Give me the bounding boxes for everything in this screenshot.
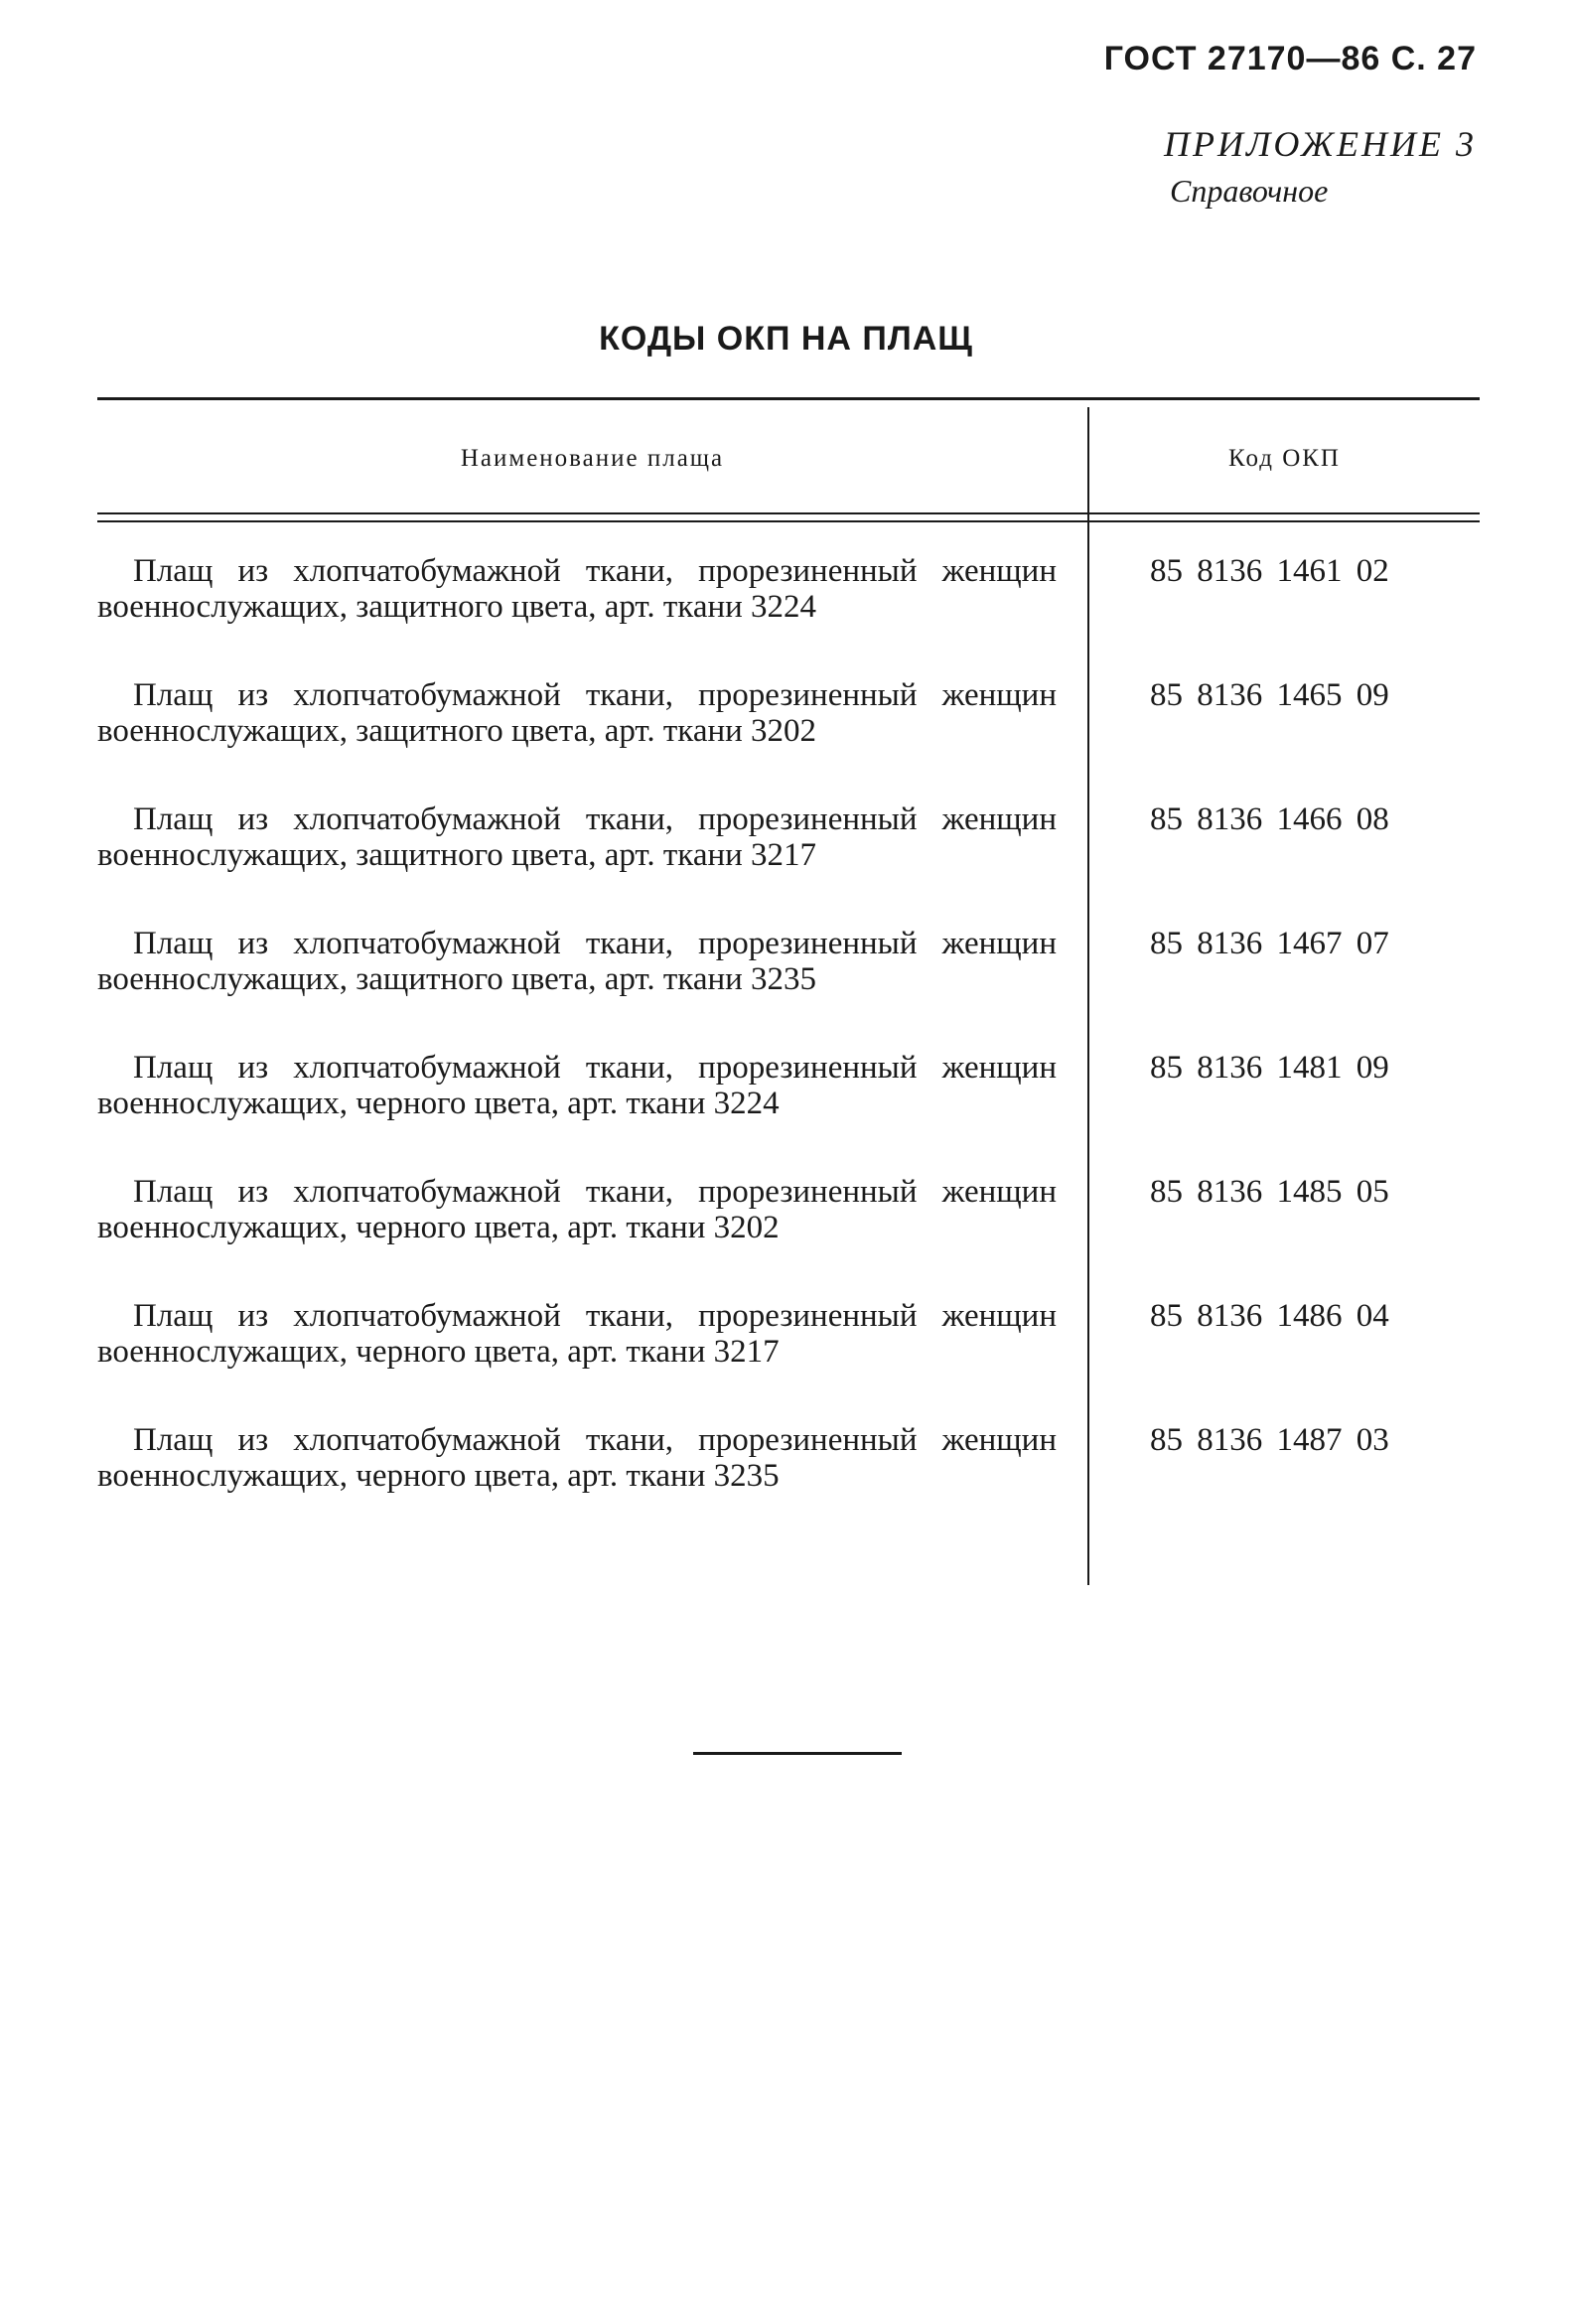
row-code: 85 8136 1466 08 xyxy=(1150,801,1389,837)
appendix-title: ПРИЛОЖЕНИЕ 3 xyxy=(1164,124,1477,164)
row-name: Плащ из хлопчатобумажной ткани, прорезиненный женщин военнослужащих, черного цвета, арт. ткани 3224 xyxy=(97,1050,1057,1121)
document-title: КОДЫ ОКП НА ПЛАЩ xyxy=(599,320,973,358)
table-row xyxy=(97,677,1480,801)
table-row xyxy=(97,553,1480,677)
row-code: 85 8136 1465 09 xyxy=(1150,677,1389,713)
table-row xyxy=(97,1174,1480,1298)
end-of-page-rule xyxy=(693,1752,902,1755)
table-row xyxy=(97,1422,1480,1546)
row-code: 85 8136 1461 02 xyxy=(1150,553,1389,589)
table-row xyxy=(97,801,1480,926)
column-header-name: Наименование плаща xyxy=(460,445,725,472)
row-name: Плащ из хлопчатобумажной ткани, прорезиненный женщин военнослужащих, защитного цвета, арт. ткани 3235 xyxy=(97,926,1057,997)
row-name: Плащ из хлопчатобумажной ткани, прорезиненный женщин военнослужащих, черного цвета, арт. ткани 3235 xyxy=(97,1422,1057,1494)
table-row xyxy=(97,1298,1480,1422)
row-code: 85 8136 1487 03 xyxy=(1150,1422,1389,1458)
row-name: Плащ из хлопчатобумажной ткани, прорезиненный женщин военнослужащих, черного цвета, арт. ткани 3217 xyxy=(97,1298,1057,1370)
row-code: 85 8136 1481 09 xyxy=(1150,1050,1389,1086)
row-name: Плащ из хлопчатобумажной ткани, прорезиненный женщин военнослужащих, защитного цвета, арт. ткани 3224 xyxy=(97,553,1057,625)
table-row xyxy=(97,1050,1480,1174)
page-header-standard: ГОСТ 27170—86 С. 27 xyxy=(1103,40,1477,77)
row-code: 85 8136 1467 07 xyxy=(1150,926,1389,961)
column-header-code: Код ОКП xyxy=(1228,445,1341,472)
row-code: 85 8136 1486 04 xyxy=(1150,1298,1389,1334)
row-name: Плащ из хлопчатобумажной ткани, прорезиненный женщин военнослужащих, черного цвета, арт. ткани 3202 xyxy=(97,1174,1057,1245)
table-top-rule xyxy=(97,397,1480,400)
okp-codes-table xyxy=(97,397,1480,1585)
row-code: 85 8136 1485 05 xyxy=(1150,1174,1389,1210)
appendix-type: Справочное xyxy=(1170,173,1329,209)
header-rule-lower xyxy=(97,520,1480,522)
header-rule-upper xyxy=(97,512,1480,514)
row-name: Плащ из хлопчатобумажной ткани, прорезиненный женщин военнослужащих, защитного цвета, арт. ткани 3217 xyxy=(97,801,1057,873)
table-row xyxy=(97,926,1480,1050)
row-name: Плащ из хлопчатобумажной ткани, прорезиненный женщин военнослужащих, защитного цвета, арт. ткани 3202 xyxy=(97,677,1057,749)
